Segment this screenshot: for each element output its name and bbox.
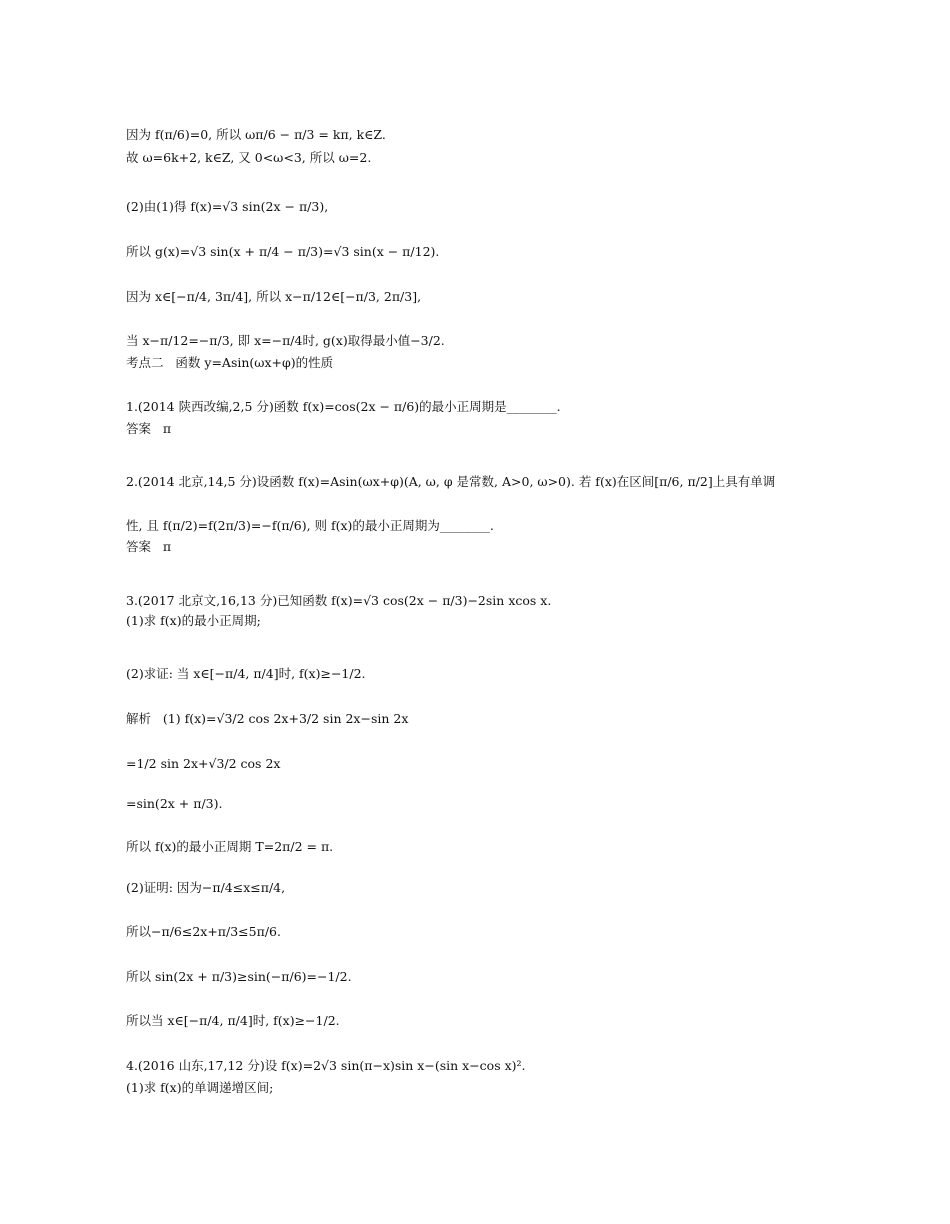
- text-line: [126, 968, 352, 986]
- line-text: (2)证明: 因为−π/4≤x≤π/4,: [126, 880, 286, 895]
- line-text: 故 ω=6k+2, k∈Z, 又 0<ω<3, 所以 ω=2.: [126, 150, 372, 165]
- answer-line: [126, 420, 171, 438]
- line-text: (1)求 f(x)的最小正周期;: [126, 613, 261, 628]
- line-text: 考点二 函数 y=Asin(ωx+φ)的性质: [126, 355, 334, 370]
- line-text: (1)求 f(x)的单调递增区间;: [126, 1080, 274, 1095]
- line-text: 3.(2017 北京文,16,13 分)已知函数 f(x)=√3 cos(2x − π/3)−2sin xcos x.: [126, 593, 552, 608]
- text-line: [126, 612, 261, 630]
- line-text: 4.(2016 山东,17,12 分)设 f(x)=2√3 sin(π−x)sin x−(sin x−cos x)².: [126, 1058, 526, 1073]
- line-text: 所以当 x∈[−π/4, π/4]时, f(x)≥−1/2.: [126, 1013, 340, 1028]
- text-line: [126, 665, 366, 683]
- line-text: 性, 且 f(π/2)=f(2π/3)=−f(π/6), 则 f(x)的最小正周期为________.: [126, 518, 494, 533]
- line-text: 解析 (1) f(x)=√3/2 cos 2x+3/2 sin 2x−sin 2x: [126, 711, 409, 726]
- text-line: [126, 198, 328, 216]
- text-line: [126, 243, 439, 261]
- answer-line: [126, 538, 171, 556]
- solution-line: [126, 710, 408, 728]
- text-line: [126, 126, 386, 144]
- line-text: 所以 f(x)的最小正周期 T=2π/2 = π.: [126, 839, 334, 854]
- text-line: [126, 923, 281, 941]
- question-line: [126, 592, 551, 610]
- line-text: 因为 x∈[−π/4, 3π/4], 所以 x−π/12∈[−π/3, 2π/3],: [126, 289, 422, 304]
- line-text: 所以 sin(2x + π/3)≥sin(−π/6)=−1/2.: [126, 969, 352, 984]
- question-line: [126, 473, 775, 491]
- section-heading: [126, 354, 333, 372]
- question-line: [126, 1057, 526, 1075]
- text-line: [126, 755, 280, 773]
- text-line: [126, 838, 333, 856]
- question-line: [126, 398, 561, 416]
- line-text: =sin(2x + π/3).: [126, 796, 223, 811]
- text-line: [126, 795, 222, 813]
- text-line: [126, 879, 285, 897]
- line-text: 因为 f(π/6)=0, 所以 ωπ/6 − π/3 = kπ, k∈Z.: [126, 127, 386, 142]
- line-text: 所以 g(x)=√3 sin(x + π/4 − π/3)=√3 sin(x − π/12).: [126, 244, 440, 259]
- text-line: [126, 288, 421, 306]
- line-text: (2)求证: 当 x∈[−π/4, π/4]时, f(x)≥−1/2.: [126, 666, 366, 681]
- line-text: (2)由(1)得 f(x)=√3 sin(2x − π/3),: [126, 199, 329, 214]
- line-text: 答案 π: [126, 539, 172, 554]
- line-text: =1/2 sin 2x+√3/2 cos 2x: [126, 756, 281, 771]
- text-line: [126, 332, 445, 350]
- line-text: 2.(2014 北京,14,5 分)设函数 f(x)=Asin(ωx+φ)(A, ω, φ 是常数, A>0, ω>0). 若 f(x)在区间[π/6, π/2]上具有单调: [126, 474, 776, 489]
- question-line: [126, 517, 494, 535]
- line-text: 当 x−π/12=−π/3, 即 x=−π/4时, g(x)取得最小值−3/2.: [126, 333, 445, 348]
- line-text: 答案 π: [126, 421, 172, 436]
- line-text: 1.(2014 陕西改编,2,5 分)函数 f(x)=cos(2x − π/6)的最小正周期是________.: [126, 399, 561, 414]
- line-text: 所以−π/6≤2x+π/3≤5π/6.: [126, 924, 281, 939]
- text-line: [126, 149, 371, 167]
- text-line: [126, 1079, 273, 1097]
- text-line: [126, 1012, 340, 1030]
